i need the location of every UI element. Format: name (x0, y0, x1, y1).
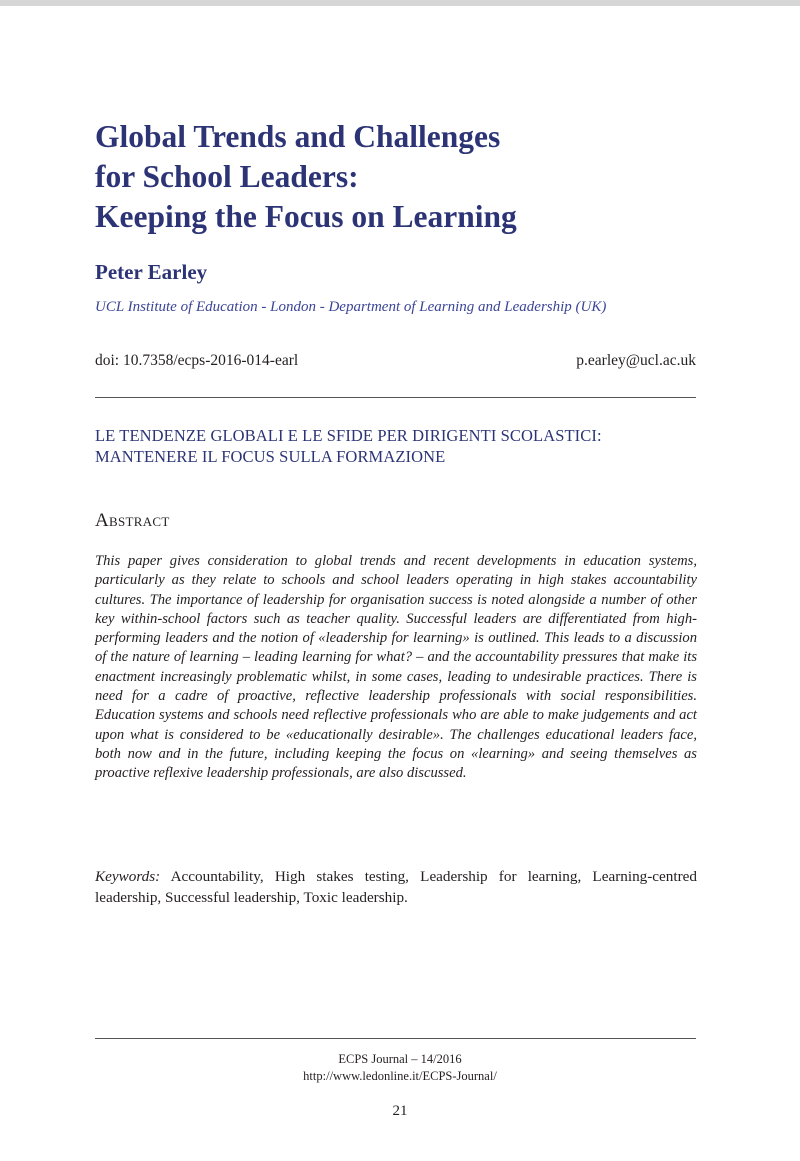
paper-title (95, 117, 715, 237)
keywords-label: Keywords: (95, 868, 161, 885)
page-number: 21 (392, 1103, 408, 1119)
italian-title-line-2: MANTENERE IL FOCUS SULLA FORMAZIONE (95, 447, 446, 466)
footer-divider (95, 1038, 696, 1039)
italian-title (95, 425, 715, 467)
title-line-1: Global Trends and Challenges (95, 119, 501, 154)
italian-title-line-1: LE TENDENZE GLOBALI E LE SFIDE PER DIRIGENTI SCOLASTICI: (95, 426, 602, 445)
footer-url[interactable]: http://www.ledonline.it/ECPS-Journal/ (303, 1069, 497, 1083)
keywords-list: Accountability, High stakes testing, Leadership for learning, Learning-centred leadership, Successful leadership, Toxic leadership. (95, 868, 697, 906)
title-line-2: for School Leaders: (95, 159, 359, 194)
author-affiliation: UCL Institute of Education - London - Department of Learning and Leadership (UK) (95, 299, 607, 315)
author-name: Peter Earley (95, 260, 208, 284)
footer-journal: ECPS Journal – 14/2016 (338, 1052, 462, 1066)
page-footer (0, 1051, 800, 1085)
title-line-3: Keeping the Focus on Learning (95, 199, 517, 234)
header-divider (95, 397, 696, 398)
doi-link[interactable]: doi: 10.7358/ecps-2016-014-earl (95, 352, 299, 369)
abstract-body: This paper gives consideration to global trends and recent developments in education systems, particularly as they relate to schools and school leaders operating in high stakes accountability cultures. The importance of leadership for organisation success is noted alongside a number of other key within-school factors such as teacher quality. Successful leaders are differentiated from high-performing leaders and the notion of «leadership for learning» is outlined. This leads to a discussion of the nature of learning – leading learning for what? – and the accountability pressures that make its enactment increasingly problematic whilst, in some cases, leading to undesirable practices. There is need for a cadre of proactive, reflective leadership professionals with social responsibilities. Education systems and schools need reflective professionals who are able to make judgements and act upon what is considered to be «educationally desirable». The challenges educational leaders face, both now and in the future, including keeping the focus on «learning» and seeing themselves as proactive reflexive leadership professionals, are also discussed. (95, 553, 697, 782)
abstract-heading: Abstract (95, 510, 170, 531)
keywords (95, 866, 697, 908)
email-link[interactable]: p.earley@ucl.ac.uk (576, 352, 696, 369)
